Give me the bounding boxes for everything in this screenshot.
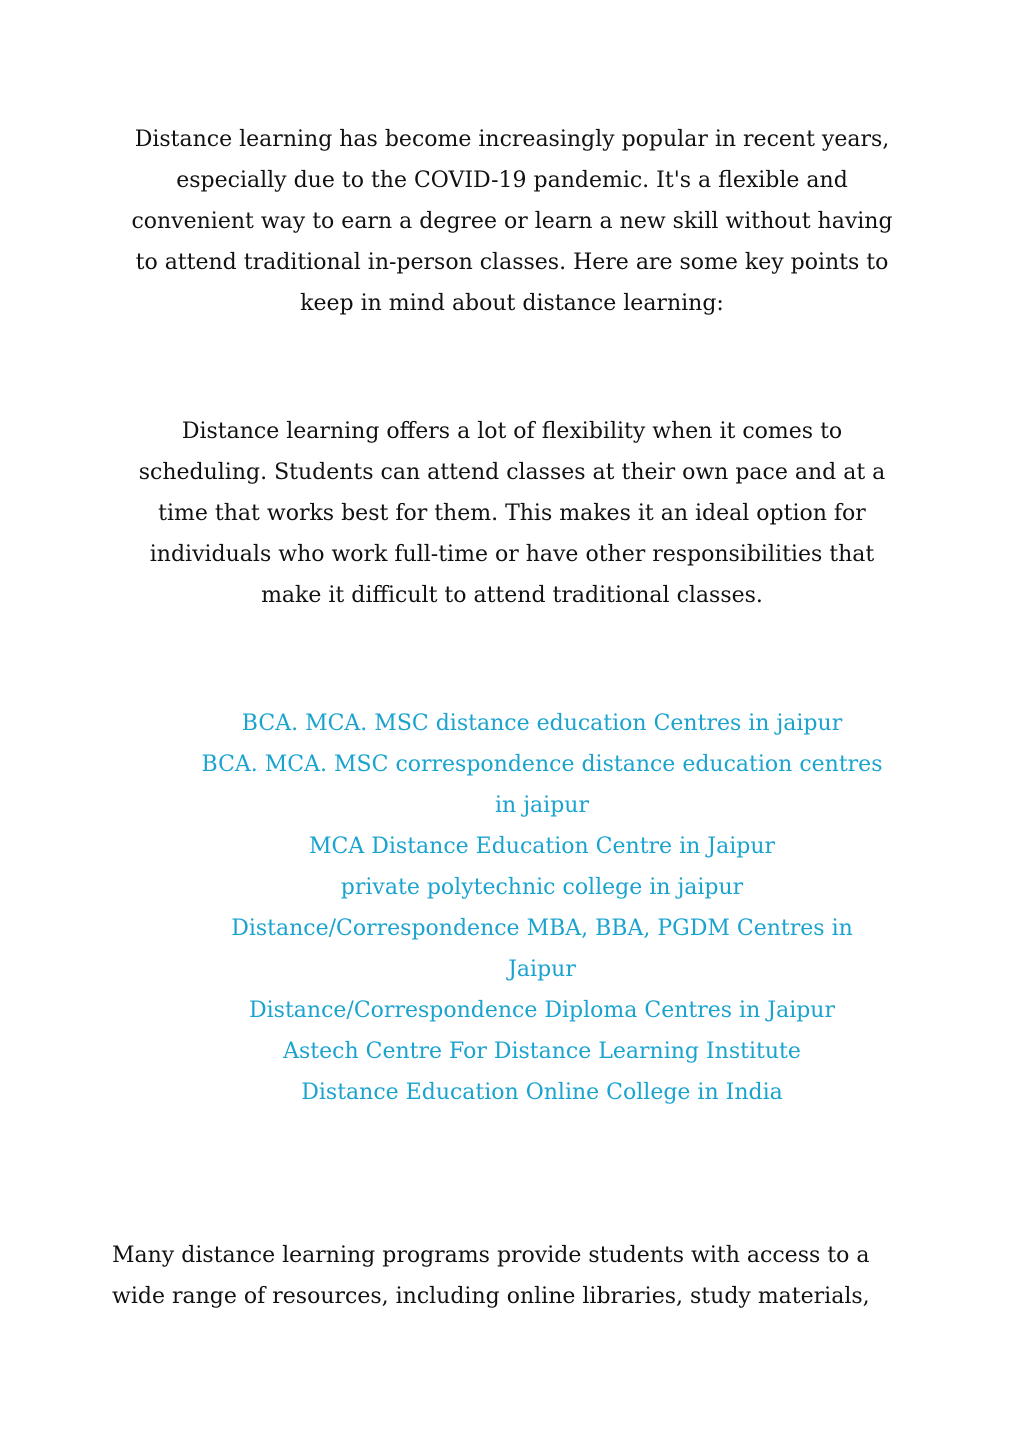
intro-paragraph: Distance learning has become increasingly popular in recent years, especially due to the COVID-19 pandemic. It's a flexible and convenient way to earn a degree or learn a new skill without having to attend traditional in-person classes. Here are some key points to keep in mind about distance learning: xyxy=(131,127,893,316)
related-links-list xyxy=(182,703,902,1113)
link-item xyxy=(182,908,902,990)
link-online-college-india[interactable]: Distance Education Online College in India xyxy=(301,1080,783,1105)
link-item xyxy=(182,703,902,744)
link-mca-distance-education-centre[interactable]: MCA Distance Education Centre in Jaipur xyxy=(308,834,776,859)
link-astech-centre[interactable]: Astech Centre For Distance Learning Institute xyxy=(283,1039,801,1064)
link-item xyxy=(182,744,902,826)
link-item xyxy=(182,826,902,867)
link-item xyxy=(182,990,902,1031)
link-mba-bba-pgdm-centres[interactable]: Distance/Correspondence MBA, BBA, PGDM Centres in Jaipur xyxy=(231,916,853,982)
link-private-polytechnic-college[interactable]: private polytechnic college in jaipur xyxy=(340,875,744,900)
flexibility-paragraph: Distance learning offers a lot of flexibility when it comes to scheduling. Students can attend classes at their own pace and at a time that works best for them. This makes it an ideal option for individuals who work full-time or have other responsibilities that make it difficult to attend traditional classes. xyxy=(138,419,886,608)
link-bca-mca-msc-distance-education[interactable]: BCA. MCA. MSC distance education Centres in jaipur xyxy=(241,711,843,736)
link-bca-mca-msc-correspondence[interactable]: BCA. MCA. MSC correspondence distance education centres in jaipur xyxy=(201,752,883,818)
link-diploma-centres[interactable]: Distance/Correspondence Diploma Centres in Jaipur xyxy=(249,998,835,1023)
link-item xyxy=(182,1072,902,1113)
link-item xyxy=(182,867,902,908)
resources-paragraph: Many distance learning programs provide students with access to a wide range of resources, including online libraries, study materials, xyxy=(112,1243,870,1309)
link-item xyxy=(182,1031,902,1072)
